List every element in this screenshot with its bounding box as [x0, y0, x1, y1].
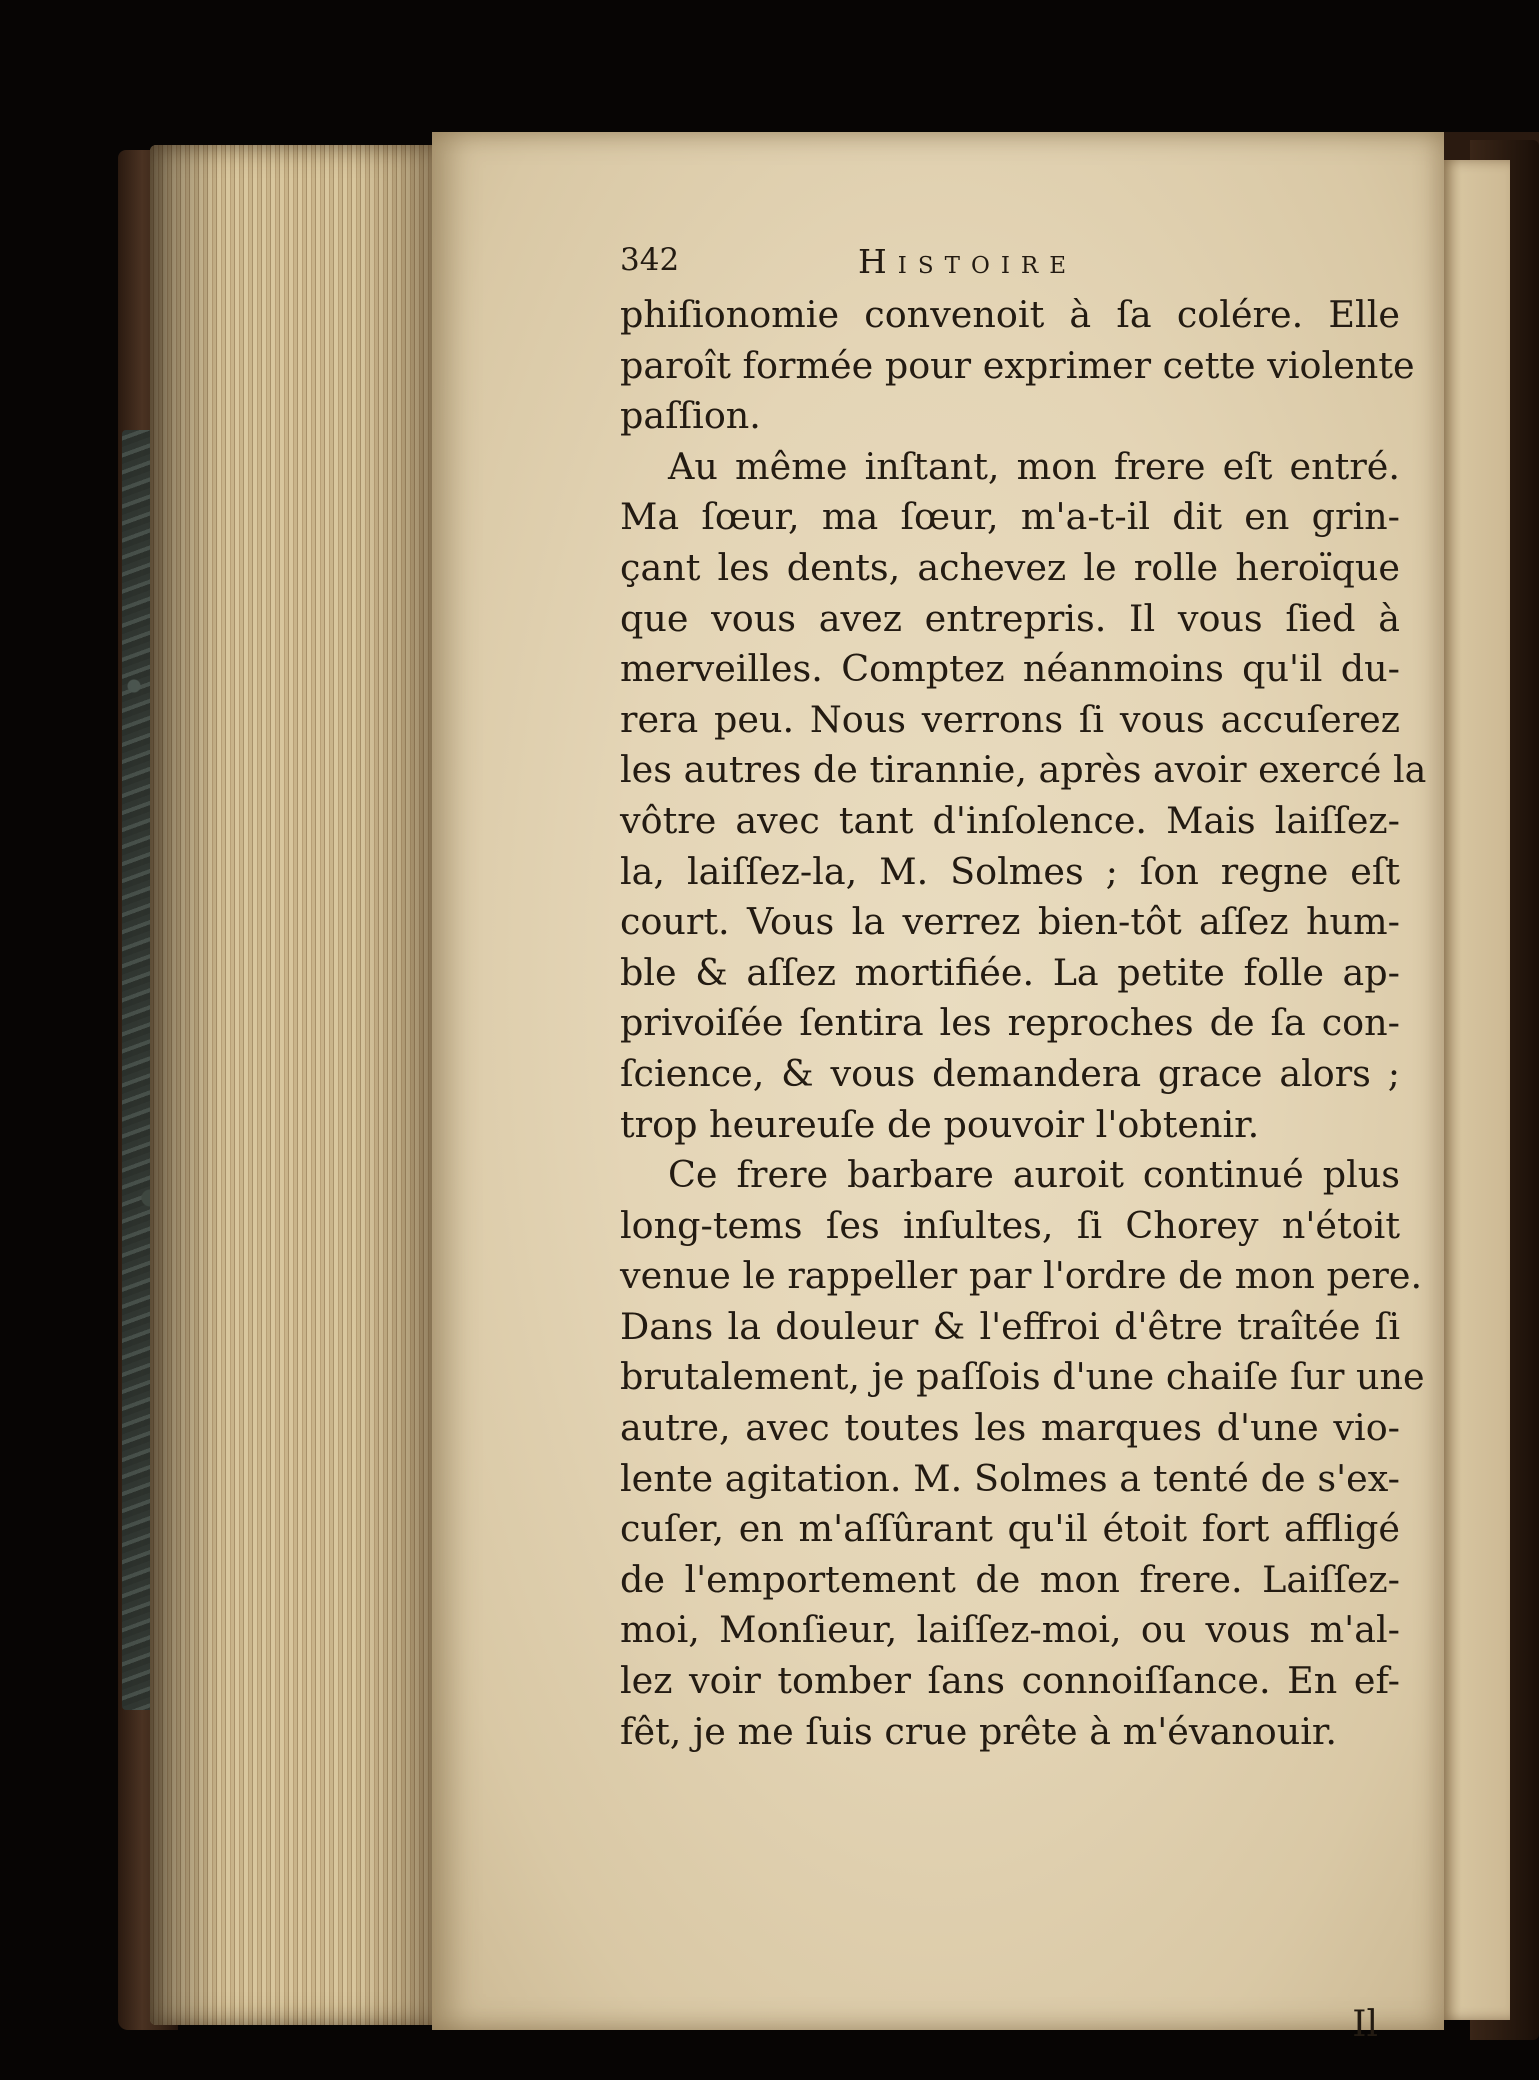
text-line: Au même inſtant, mon frere eſt entré. — [668, 444, 1400, 488]
text-line: Dans la douleur & l'effroi d'être traîtée ſi — [620, 1304, 1400, 1348]
page-number: 342 — [620, 242, 680, 278]
text-line: venue le rappeller par l'ordre de mon pere. — [620, 1254, 1423, 1298]
text-line: fêt, je me ſuis crue prête à m'évanouir. — [620, 1709, 1337, 1753]
text-line: trop heureuſe de pouvoir l'obtenir. — [620, 1102, 1260, 1146]
text-line: lente agitation. M. Solmes a tenté de s'ex- — [620, 1456, 1400, 1500]
running-head: Histoire — [858, 242, 1078, 281]
text-line: les autres de tirannie, après avoir exercé la — [620, 748, 1427, 792]
text-line: la, laiſſez-la, M. Solmes ; ſon regne eſt — [620, 849, 1400, 893]
page-edges-shadow — [150, 145, 440, 2025]
catchword: Il — [1352, 2004, 1378, 2045]
text-line: cuſer, en m'aſſûrant qu'il étoit fort affligé — [620, 1507, 1400, 1551]
body-text — [620, 290, 1427, 1757]
text-line: vôtre avec tant d'inſolence. Mais laiſſez- — [620, 798, 1400, 842]
text-line: phiſionomie convenoit à ſa colére. Elle — [620, 293, 1400, 336]
text-line: long-tems ſes inſultes, ſi Chorey n'étoit — [620, 1203, 1400, 1247]
text-line: ble & aſſez mortifiée. La petite folle ap- — [620, 950, 1400, 994]
text-line: rera peu. Nous verrons ſi vous accuſerez — [620, 697, 1400, 741]
text-line: çant les dents, achevez le rolle heroïque — [620, 545, 1400, 589]
text-line: merveilles. Comptez néanmoins qu'il du- — [620, 647, 1400, 691]
text-line: que vous avez entrepris. Il vous ſied à — [620, 596, 1400, 640]
text-line: Ma ſœur, ma ſœur, m'a-t-il dit en grin- — [620, 495, 1400, 539]
facing-page-sliver — [1440, 160, 1510, 2020]
text-line: paroît formée pour exprimer cette violente — [620, 343, 1415, 387]
page-text-block — [620, 242, 1427, 2045]
page-header — [620, 242, 1400, 290]
text-line: autre, avec toutes les marques d'une vio- — [620, 1406, 1400, 1450]
text-line: lez voir tomber ſans connoiſſance. En ef- — [620, 1659, 1400, 1703]
text-line: ſcience, & vous demandera grace alors ; — [620, 1051, 1400, 1095]
text-line: brutalement, je paſſois d'une chaiſe ſur une — [620, 1355, 1425, 1399]
text-line: de l'emportement de mon frere. Laiſſez- — [620, 1557, 1400, 1601]
text-line: privoiſée ſentira les reproches de ſa con- — [620, 1001, 1400, 1045]
text-line: paſſion. — [620, 394, 761, 438]
text-line: moi, Monſieur, laiſſez-moi, ou vous m'al- — [620, 1608, 1400, 1652]
text-line: Ce frere barbare auroit continué plus — [668, 1153, 1400, 1197]
text-line: court. Vous la verrez bien-tôt aſſez hum- — [620, 900, 1400, 944]
